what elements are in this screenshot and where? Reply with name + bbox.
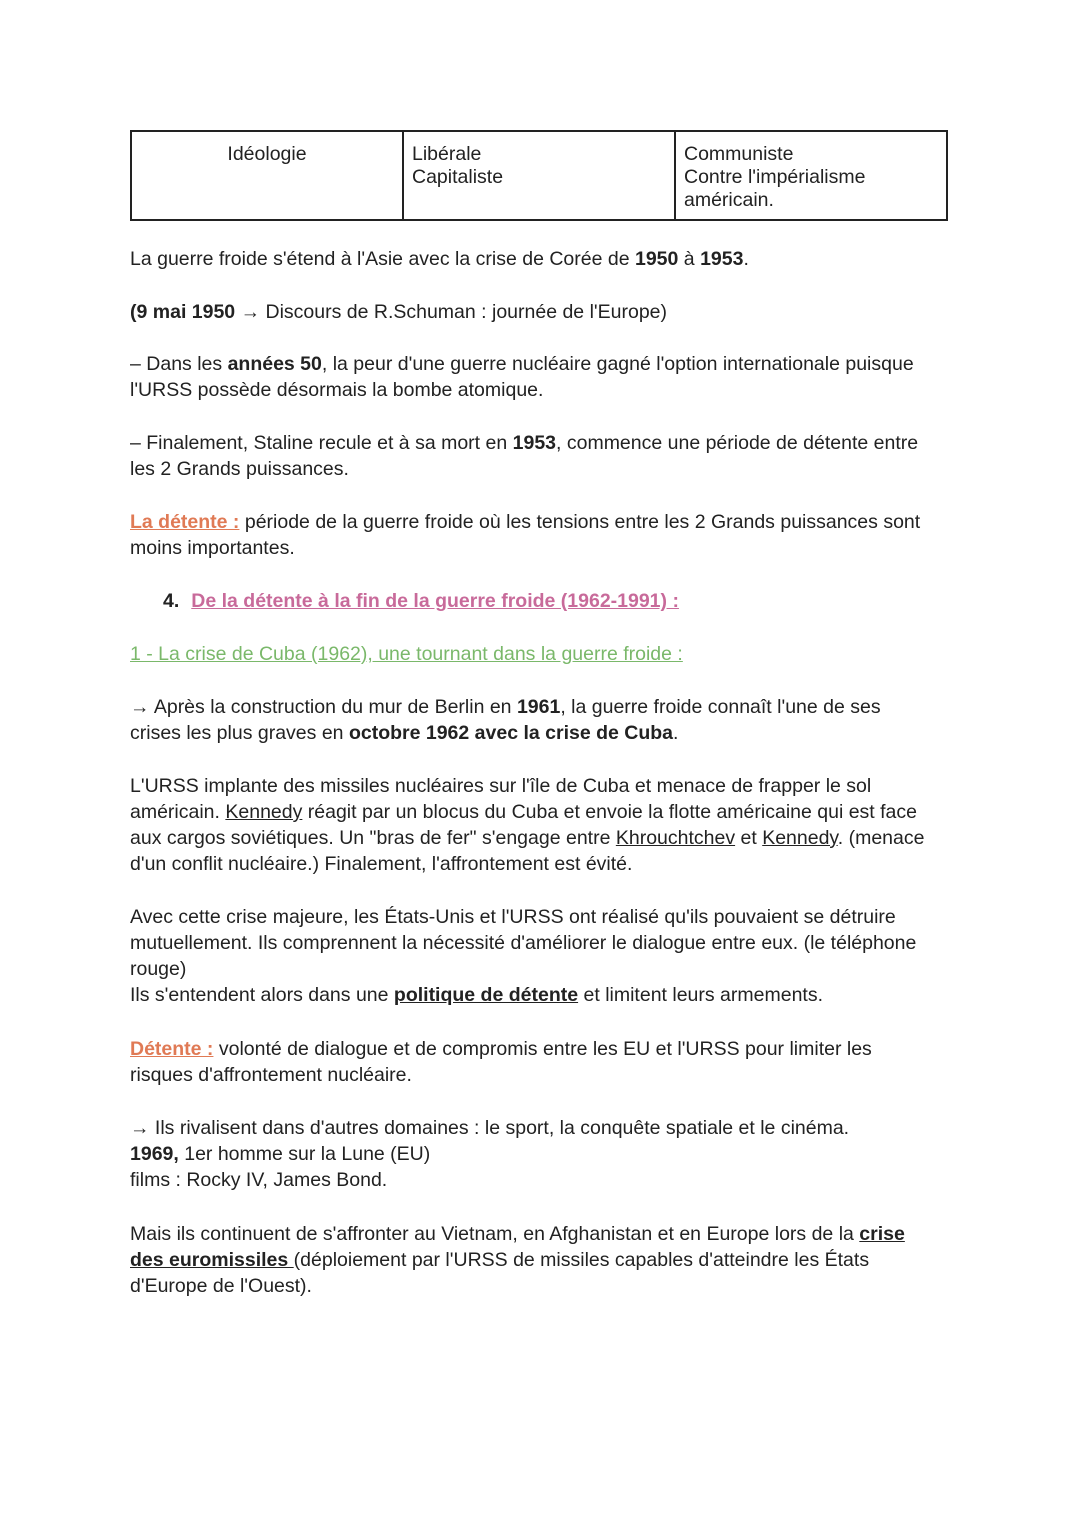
term-politique-detente: politique de détente xyxy=(393,984,579,1006)
ideology-table xyxy=(130,130,948,221)
name-kennedy: Kennedy xyxy=(225,801,303,823)
paragraph-crise-majeure: Avec cette crise majeure, les États-Unis et l'URSS ont réalisé qu'ils pouvaient se détruire mutuellement. Ils comprennent la nécessité d'améliorer le dialogue entre eux. (le téléphone rouge) Ils s'entendent alors dans une politique de détente et limitent leurs armements. xyxy=(130,906,917,1006)
name-khrouchtchev: Khrouchtchev xyxy=(615,827,736,849)
paragraph-schuman: (9 mai 1950 → Discours de R.Schuman : journée de l'Europe) xyxy=(130,301,668,323)
cell-text: Capitaliste xyxy=(412,166,504,188)
definition-detente-2: Détente : volonté de dialogue et de compromis entre les EU et l'URSS pour limiter les risques d'affrontement nucléaire. xyxy=(130,1038,872,1086)
table-row xyxy=(131,131,947,220)
paragraph-staline: – Finalement, Staline recule et à sa mort en 1953, commence une période de détente entre les 2 Grands puissances. xyxy=(130,432,919,480)
term-crise-euromissiles: des euromissiles xyxy=(130,1249,294,1271)
cell-text: Contre l'impérialisme xyxy=(684,166,866,188)
table-cell-liberal xyxy=(403,131,675,220)
cell-text: Idéologie xyxy=(227,143,307,165)
definition-term: La détente : xyxy=(130,511,240,533)
paragraph-missiles-cuba: L'URSS implante des missiles nucléaires sur l'île de Cuba et menace de frapper le sol américain. Kennedy réagit par un blocus du Cuba et envoie la flotte américaine qui est face aux cargos soviétiques. Un "bras de fer" s'engage entre Khrouchtchev et Kennedy. (menace d'un conflit nucléaire.) Finalement, l'affrontement est évité. xyxy=(130,775,925,875)
cell-text: Communiste xyxy=(684,143,794,165)
table-cell-label xyxy=(131,131,403,220)
name-kennedy: Kennedy xyxy=(762,827,838,849)
table-cell-communist xyxy=(675,131,947,220)
paragraph-annees-50: – Dans les années 50, la peur d'une guerre nucléaire gagné l'option internationale puisque l'URSS possède désormais la bombe atomique. xyxy=(130,353,914,401)
cell-text: Libérale xyxy=(412,143,482,165)
subsection-heading-cuba: 1 - La crise de Cuba (1962), une tournant dans la guerre froide : xyxy=(130,643,683,665)
paragraph-coree: La guerre froide s'étend à l'Asie avec la crise de Corée de 1950 à 1953. xyxy=(130,248,749,270)
paragraph-euromissiles: Mais ils continuent de s'affronter au Vietnam, en Afghanistan et en Europe lors de la crise des euromissiles (déploiement par l'URSS de missiles capables d'atteindre les États d'Europe de l'Ouest). xyxy=(130,1223,905,1297)
section-heading-4: 4. De la détente à la fin de la guerre froide (1962-1991) : xyxy=(163,590,679,612)
section-title: De la détente à la fin de la guerre froide (1962-1991) : xyxy=(191,590,679,612)
definition-detente-1: La détente : période de la guerre froide où les tensions entre les 2 Grands puissances sont moins importantes. xyxy=(130,511,921,559)
paragraph-berlin: → Après la construction du mur de Berlin en 1961, la guerre froide connaît l'une de ses crises les plus graves en octobre 1962 avec la crise de Cuba. xyxy=(130,696,881,744)
definition-term: Détente : xyxy=(130,1038,214,1060)
cell-text: américain. xyxy=(684,189,774,211)
term-crise-euromissiles: crise xyxy=(859,1223,905,1245)
paragraph-rivalites: → Ils rivalisent dans d'autres domaines : le sport, la conquête spatiale et le cinéma. 1969, 1er homme sur la Lune (EU) films : Rocky IV, James Bond. xyxy=(130,1117,850,1191)
